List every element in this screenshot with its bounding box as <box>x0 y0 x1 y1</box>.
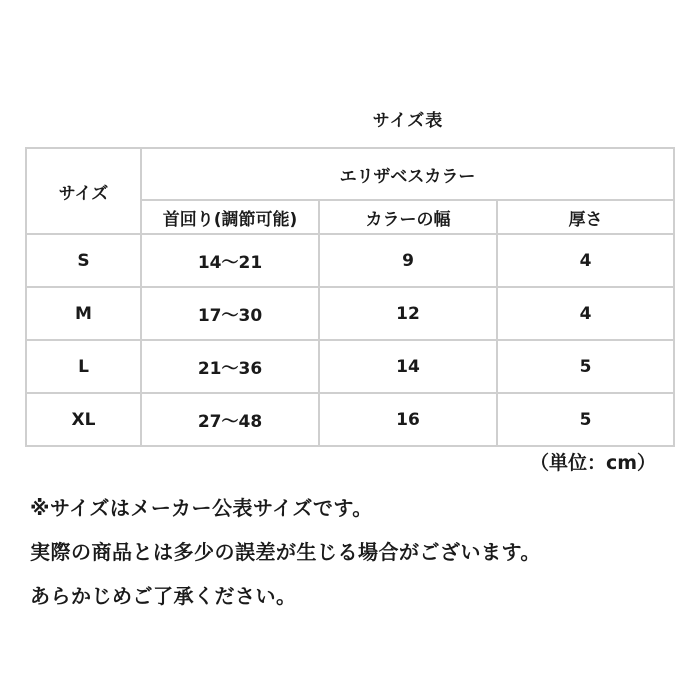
width-header: カラーの幅 <box>319 200 497 234</box>
width-cell: 14 <box>319 340 497 393</box>
size-cell: L <box>26 340 141 393</box>
thickness-cell: 5 <box>497 340 674 393</box>
unit-label: （単位：cm） <box>529 452 656 474</box>
thickness-cell: 4 <box>497 287 674 340</box>
size-table <box>25 147 675 447</box>
width-cell: 12 <box>319 287 497 340</box>
thickness-cell: 4 <box>497 234 674 287</box>
width-cell: 9 <box>319 234 497 287</box>
note-line: 実際の商品とは多少の誤差が生じる場合がございます。 <box>30 540 541 564</box>
size-cell: M <box>26 287 141 340</box>
neck-cell: 27～48 <box>141 393 319 446</box>
table-row <box>26 393 674 446</box>
neck-cell: 17～30 <box>141 287 319 340</box>
collar-group-header: エリザベスカラー <box>141 148 674 200</box>
width-cell: 16 <box>319 393 497 446</box>
size-cell: XL <box>26 393 141 446</box>
page-title: サイズ表 <box>372 111 444 131</box>
size-cell: S <box>26 234 141 287</box>
table-row <box>26 234 674 287</box>
note-line: あらかじめご了承ください。 <box>30 584 297 608</box>
neck-cell: 21～36 <box>141 340 319 393</box>
thickness-header: 厚さ <box>497 200 674 234</box>
table-header-row <box>26 148 674 200</box>
neck-header: 首回り(調節可能) <box>141 200 319 234</box>
size-header: サイズ <box>26 148 141 234</box>
table-row <box>26 287 674 340</box>
table-row <box>26 340 674 393</box>
neck-cell: 14～21 <box>141 234 319 287</box>
note-line: ※サイズはメーカー公表サイズです。 <box>30 496 373 520</box>
thickness-cell: 5 <box>497 393 674 446</box>
notes <box>30 486 680 618</box>
